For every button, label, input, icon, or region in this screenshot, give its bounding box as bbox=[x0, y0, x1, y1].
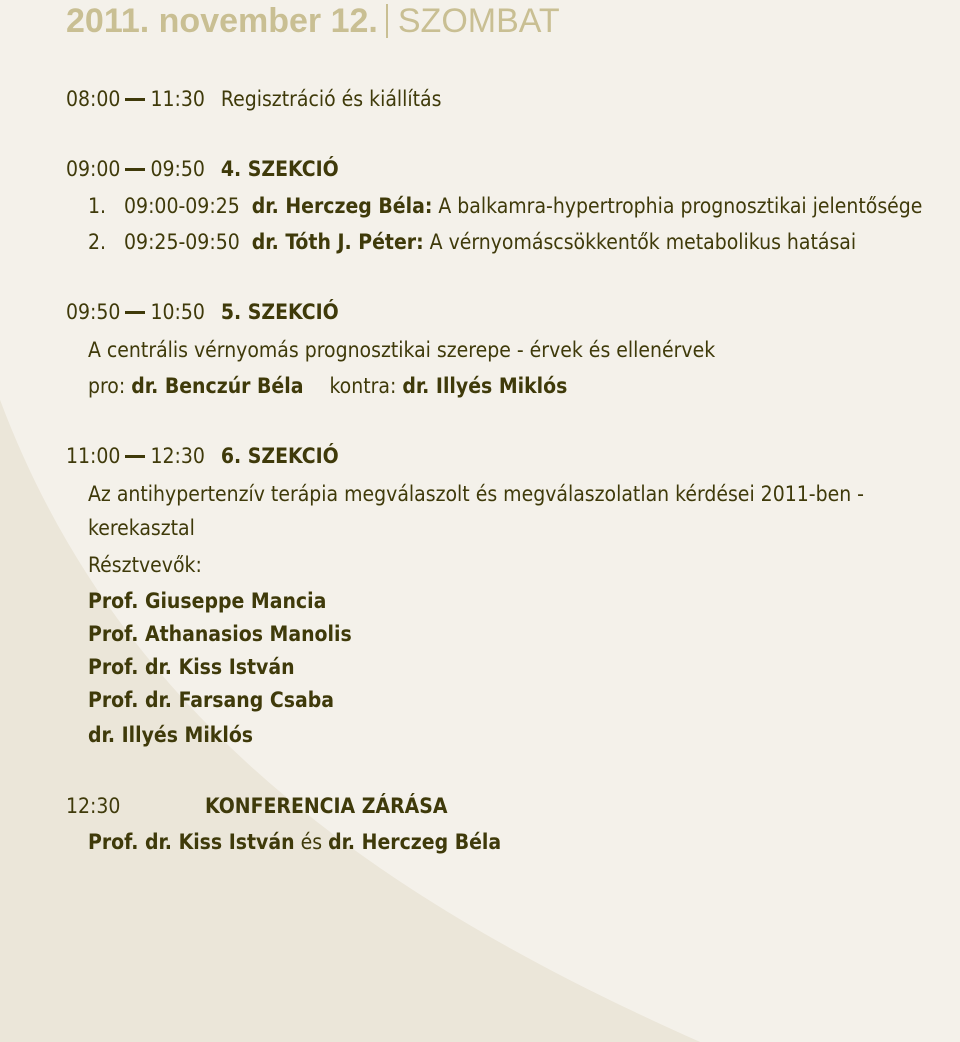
participant-item: Prof. dr. Farsang Csaba bbox=[88, 688, 334, 712]
section4-end: 09:50 bbox=[150, 157, 205, 181]
time-dash bbox=[125, 455, 145, 458]
participants-label: Résztvevők: bbox=[88, 553, 202, 577]
closing-host-1: Prof. dr. Kiss István bbox=[88, 830, 295, 854]
section6-start: 11:00 bbox=[66, 444, 121, 468]
page-header bbox=[66, 4, 560, 38]
closing-hosts bbox=[88, 832, 501, 853]
closing-title: KONFERENCIA ZÁRÁSA bbox=[205, 794, 448, 818]
talk-time: 09:25-09:50 bbox=[124, 230, 240, 254]
section5-row bbox=[66, 302, 339, 323]
pro-label: pro: bbox=[88, 374, 126, 398]
section6-row bbox=[66, 446, 339, 467]
header-date: 2011. november 12. bbox=[66, 2, 378, 40]
participant-item: dr. Illyés Miklós bbox=[88, 723, 254, 747]
closing-time: 12:30 bbox=[66, 794, 121, 818]
section5-debate-row bbox=[88, 376, 567, 397]
participant-item: Prof. dr. Kiss István bbox=[88, 655, 295, 679]
header-separator bbox=[386, 4, 388, 38]
talk-number: 2. bbox=[88, 230, 107, 254]
section5-start: 09:50 bbox=[66, 300, 121, 324]
talk-speaker: dr. Tóth J. Péter: bbox=[251, 230, 424, 254]
talk-row bbox=[88, 196, 922, 217]
section4-row bbox=[66, 159, 339, 180]
registration-title: Regisztráció és kiállítás bbox=[220, 87, 442, 111]
contra-name: dr. Illyés Miklós bbox=[402, 374, 568, 398]
talk-row bbox=[88, 232, 856, 253]
section4-title: 4. SZEKCIÓ bbox=[220, 157, 339, 181]
section4-start: 09:00 bbox=[66, 157, 121, 181]
closing-conjunction: és bbox=[300, 830, 323, 854]
section6-topic-line2: kerekasztal bbox=[88, 516, 195, 540]
section5-end: 10:50 bbox=[150, 300, 205, 324]
talk-speaker: dr. Herczeg Béla: bbox=[251, 194, 433, 218]
header-day: SZOMBAT bbox=[397, 2, 560, 40]
registration-row bbox=[66, 89, 441, 110]
time-dash bbox=[125, 311, 145, 314]
talk-title: A balkamra-hypertrophia prognosztikai jelentősége bbox=[438, 194, 923, 218]
time-dash bbox=[125, 168, 145, 171]
talk-time: 09:00-09:25 bbox=[124, 194, 240, 218]
participant-item: Prof. Athanasios Manolis bbox=[88, 622, 352, 646]
section6-title: 6. SZEKCIÓ bbox=[220, 444, 339, 468]
closing-host-2: dr. Herczeg Béla bbox=[328, 830, 502, 854]
talk-number: 1. bbox=[88, 194, 107, 218]
section6-topic-line1: Az antihypertenzív terápia megválaszolt és megválaszolatlan kérdései 2011-ben - bbox=[88, 482, 864, 506]
time-dash bbox=[125, 98, 145, 101]
registration-end: 11:30 bbox=[150, 87, 205, 111]
participant-item: Prof. Giuseppe Mancia bbox=[88, 589, 327, 613]
section5-title: 5. SZEKCIÓ bbox=[220, 300, 339, 324]
section6-end: 12:30 bbox=[150, 444, 205, 468]
registration-start: 08:00 bbox=[66, 87, 121, 111]
talk-title: A vérnyomáscsökkentők metabolikus hatásai bbox=[429, 230, 857, 254]
pro-name: dr. Benczúr Béla bbox=[131, 374, 304, 398]
section5-topic: A centrális vérnyomás prognosztikai szerepe - érvek és ellenérvek bbox=[88, 338, 716, 362]
contra-label: kontra: bbox=[329, 374, 397, 398]
